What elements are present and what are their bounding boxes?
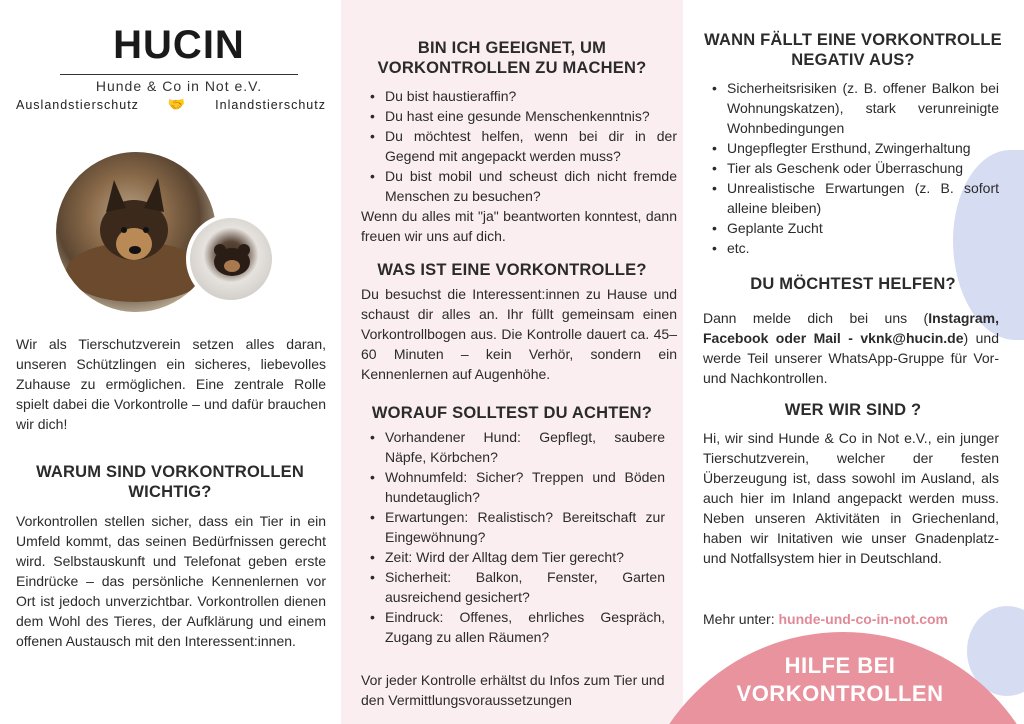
list-item: • Du möchtest helfen, wenn bei dir in der Gegend mit angepackt werden muss? <box>361 126 677 166</box>
handshake-icon: 🤝 <box>167 96 187 112</box>
list-item: • Vorhandener Hund: Gepflegt, saubere Näpfe, Körbchen? <box>361 427 665 467</box>
logo-divider <box>60 74 298 75</box>
list-item: • Du bist haustieraffin? <box>361 86 677 106</box>
list-item: • Sicherheit: Balkon, Fenster, Garten ausreichend gesichert? <box>361 567 665 607</box>
cta-line2: VORKONTROLLEN <box>736 681 944 706</box>
more-label: Mehr unter: <box>703 611 775 627</box>
list-item: • Erwartungen: Realistisch? Bereitschaft zur Eingewöhnung? <box>361 507 665 547</box>
list-item: • Ungepflegter Ersthund, Zwingerhaltung <box>703 138 999 158</box>
logo-tags <box>16 96 326 113</box>
tag-auslandstierschutz: Auslandstierschutz <box>16 97 139 112</box>
what-heading: WAS IST EINE VORKONTROLLE? <box>377 261 647 279</box>
suitable-after-text: Wenn du alles mit "ja" beantworten konntest, dann freuen wir uns auf dich. <box>361 208 677 244</box>
dog-photo-small <box>186 214 276 304</box>
panel-left <box>0 0 341 724</box>
dog-photo-large <box>56 152 216 312</box>
list-item: • Unrealistische Erwartungen (z. B. sofort alleine bleiben) <box>703 178 999 218</box>
help-text <box>703 308 999 388</box>
help-heading: DU MÖCHTEST HELFEN? <box>750 275 956 293</box>
list-item: • Geplante Zucht <box>703 218 999 238</box>
website-link[interactable]: hunde-und-co-in-not.com <box>778 611 949 627</box>
help-contact-link[interactable]: Instagram, Facebook oder Mail - vknk@hucin.de <box>703 310 999 346</box>
logo-title: HUCIN <box>113 23 245 67</box>
logo-subtitle: Hunde & Co in Not e.V. <box>95 78 263 94</box>
why-text: Vorkontrollen stellen sicher, dass ein Tier in ein Umfeld kommt, das seinen Bedürfnissen gerecht wird. Selbstauskunft und Telefonat geben erste Eindrücke – das persönliche Kennenlernen vor Ort ist jedoch unverzichtbar. Vorkontrollen dienen dem Wohl des Tieres, der Aufklärung und einem offenen Austausch mit den Interessent:innen. <box>16 513 326 649</box>
attention-footer-text: Vor jeder Kontrolle erhältst du Infos zum Tier und den Vermittlungsvoraussetzungen <box>361 672 665 708</box>
suitable-list <box>361 86 677 206</box>
negative-list <box>703 78 999 258</box>
list-item: • Du hast eine gesunde Menschenkenntnis? <box>361 106 677 126</box>
suitable-heading: BIN ICH GEEIGNET, UM VORKONTROLLEN ZU MACHEN? <box>377 39 647 77</box>
panel-right <box>683 0 1024 724</box>
list-item: • Sicherheitsrisiken (z. B. offener Balkon bei Wohnungskatzen), stark verunreinigte Wohnbedingungen <box>703 78 999 138</box>
help-text-after: ) und werde Teil unserer WhatsApp-Gruppe für Vor- und Nachkontrollen. <box>703 330 999 386</box>
intro-text: Wir als Tierschutzverein setzen alles daran, unseren Schützlingen ein sicheres, liebevolles Zuhause zu ermöglichen. Eine zentrale Rolle spielt dabei die Vorkontrolle – und dafür brauchen wir dich! <box>16 336 326 432</box>
negative-heading: WANN FÄLLT EINE VORKONTROLLE NEGATIV AUS? <box>704 31 1002 69</box>
what-text: Du besuchst die Interessent:innen zu Hause und schaust dir alles an. Ihr füllt gemeinsam einen Vorkontrollbogen aus. Die Kontrolle dauert ca. 45–60 Minuten – kein Verhör, sondern ein Kennenlernen auf Augenhöhe. <box>361 286 677 382</box>
about-heading: WER WIR SIND ? <box>784 401 922 419</box>
panel-middle <box>341 0 683 724</box>
tag-inlandstierschutz: Inlandstierschutz <box>215 97 326 112</box>
list-item: • Du bist mobil und scheust dich nicht fremde Menschen zu besuchen? <box>361 166 677 206</box>
help-text-before: Dann melde dich bei uns ( <box>703 310 929 326</box>
logo <box>60 22 298 94</box>
list-item: • Tier als Geschenk oder Überraschung <box>703 158 999 178</box>
list-item: • etc. <box>703 238 999 258</box>
about-text: Hi, wir sind Hunde & Co in Not e.V., ein junger Tierschutzverein, welcher der festen Überzeugung ist, dass sowohl im Ausland, als auch hier im Inland angepackt werden muss. Neben unseren Aktivitäten in Griechenland, haben wir Initativen wie unser Gnadenplatz- und Notfallsystem hier in Deutschland. <box>703 430 999 566</box>
list-item: • Wohnumfeld: Sicher? Treppen und Böden hundetauglich? <box>361 467 665 507</box>
list-item: • Eindruck: Offenes, ehrliches Gespräch, Zugang zu allen Räumen? <box>361 607 665 647</box>
list-item: • Zeit: Wird der Alltag dem Tier gerecht? <box>361 547 665 567</box>
cta-line1: HILFE BEI <box>784 653 896 678</box>
attention-list <box>361 427 665 647</box>
more-info <box>703 609 999 629</box>
cta-title <box>700 652 980 708</box>
why-heading: WARUM SIND VORKONTROLLEN WICHTIG? <box>36 463 304 501</box>
attention-heading: WORAUF SOLLTEST DU ACHTEN? <box>371 404 653 422</box>
